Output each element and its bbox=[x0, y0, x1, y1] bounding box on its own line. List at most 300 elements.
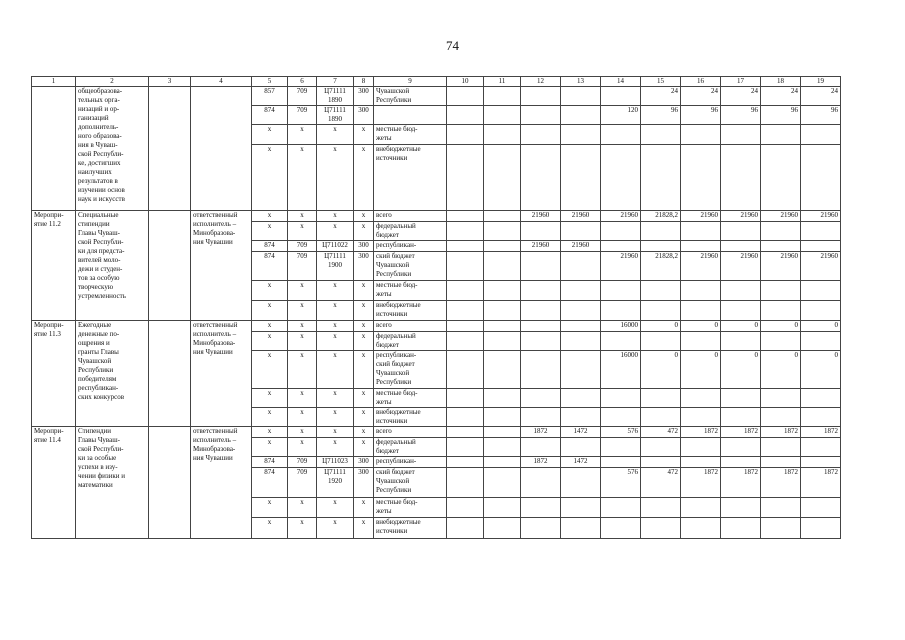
cell-c7: Ц71111 1890 bbox=[317, 87, 354, 106]
cell-c13 bbox=[561, 468, 601, 498]
cell-c7: x bbox=[317, 332, 354, 351]
cell-c11 bbox=[484, 427, 521, 438]
cell-c17: 24 bbox=[721, 87, 761, 106]
cell-c8: x bbox=[354, 332, 374, 351]
column-header: 3 bbox=[149, 77, 191, 87]
cell-c11 bbox=[484, 241, 521, 252]
cell-c11 bbox=[484, 408, 521, 427]
cell-c7: x bbox=[317, 408, 354, 427]
col3-cell bbox=[149, 87, 191, 211]
cell-c12: 21960 bbox=[521, 211, 561, 222]
cell-c5: x bbox=[252, 427, 288, 438]
cell-c7: x bbox=[317, 222, 354, 241]
cell-c16 bbox=[681, 389, 721, 408]
cell-c7: x bbox=[317, 321, 354, 332]
cell-c18 bbox=[761, 332, 801, 351]
cell-c9: внебюджетные источники bbox=[374, 518, 447, 539]
cell-c7: x bbox=[317, 145, 354, 211]
cell-c9: местные бюд- жеты bbox=[374, 281, 447, 301]
cell-c19 bbox=[801, 332, 841, 351]
cell-c5: x bbox=[252, 518, 288, 539]
cell-c17: 1872 bbox=[721, 468, 761, 498]
cell-c9: республикан- bbox=[374, 457, 447, 468]
cell-c8: x bbox=[354, 518, 374, 539]
executor-cell bbox=[191, 87, 252, 211]
cell-c6: x bbox=[288, 222, 317, 241]
cell-c11 bbox=[484, 518, 521, 539]
cell-c13 bbox=[561, 222, 601, 241]
cell-c7: x bbox=[317, 301, 354, 321]
cell-c6: 709 bbox=[288, 87, 317, 106]
cell-c8: x bbox=[354, 211, 374, 222]
cell-c10 bbox=[447, 211, 484, 222]
cell-c19 bbox=[801, 408, 841, 427]
column-header: 5 bbox=[252, 77, 288, 87]
cell-c10 bbox=[447, 222, 484, 241]
cell-c18: 96 bbox=[761, 106, 801, 125]
cell-c8: x bbox=[354, 427, 374, 438]
cell-c6: x bbox=[288, 211, 317, 222]
cell-c18 bbox=[761, 145, 801, 211]
cell-c15 bbox=[641, 301, 681, 321]
cell-c8: x bbox=[354, 281, 374, 301]
cell-c5: x bbox=[252, 301, 288, 321]
cell-c13 bbox=[561, 332, 601, 351]
cell-c12 bbox=[521, 106, 561, 125]
executor-cell: ответственный исполнитель – Минобразова- ния Чувашии bbox=[191, 321, 252, 427]
cell-c5: x bbox=[252, 321, 288, 332]
cell-c8: 300 bbox=[354, 87, 374, 106]
cell-c18 bbox=[761, 222, 801, 241]
cell-c7: Ц71111 1920 bbox=[317, 468, 354, 498]
cell-c6: x bbox=[288, 427, 317, 438]
cell-c12: 21960 bbox=[521, 241, 561, 252]
cell-c12 bbox=[521, 252, 561, 281]
cell-c8: x bbox=[354, 351, 374, 389]
cell-c12 bbox=[521, 87, 561, 106]
cell-c10 bbox=[447, 389, 484, 408]
cell-c19 bbox=[801, 518, 841, 539]
cell-c11 bbox=[484, 87, 521, 106]
column-header: 4 bbox=[191, 77, 252, 87]
cell-c10 bbox=[447, 332, 484, 351]
cell-c9: местные бюд- жеты bbox=[374, 498, 447, 518]
cell-c12 bbox=[521, 332, 561, 351]
cell-c5: x bbox=[252, 145, 288, 211]
cell-c8: x bbox=[354, 389, 374, 408]
cell-c8: 300 bbox=[354, 106, 374, 125]
cell-c6: x bbox=[288, 332, 317, 351]
cell-c5: 874 bbox=[252, 457, 288, 468]
cell-c16 bbox=[681, 301, 721, 321]
cell-c11 bbox=[484, 222, 521, 241]
cell-c19: 21960 bbox=[801, 211, 841, 222]
cell-c17: 0 bbox=[721, 321, 761, 332]
cell-c7: Ц71111 1890 bbox=[317, 106, 354, 125]
cell-c15 bbox=[641, 457, 681, 468]
cell-c15 bbox=[641, 498, 681, 518]
cell-c14 bbox=[601, 222, 641, 241]
cell-c16: 21960 bbox=[681, 252, 721, 281]
cell-c10 bbox=[447, 518, 484, 539]
cell-c11 bbox=[484, 281, 521, 301]
cell-c10 bbox=[447, 145, 484, 211]
cell-c17 bbox=[721, 498, 761, 518]
cell-c10 bbox=[447, 106, 484, 125]
cell-c5: x bbox=[252, 222, 288, 241]
cell-c6: x bbox=[288, 518, 317, 539]
cell-c18: 0 bbox=[761, 351, 801, 389]
cell-c16 bbox=[681, 222, 721, 241]
cell-c10 bbox=[447, 281, 484, 301]
cell-c5: x bbox=[252, 125, 288, 145]
cell-c17 bbox=[721, 301, 761, 321]
cell-c6: x bbox=[288, 145, 317, 211]
cell-c15 bbox=[641, 408, 681, 427]
cell-c11 bbox=[484, 145, 521, 211]
cell-c10 bbox=[447, 351, 484, 389]
cell-c9: Чувашской Республики bbox=[374, 87, 447, 106]
measure-label: Меропри- ятие 11.4 bbox=[32, 427, 76, 539]
cell-c15 bbox=[641, 389, 681, 408]
cell-c16: 1872 bbox=[681, 468, 721, 498]
cell-c9: федеральный бюджет bbox=[374, 438, 447, 457]
cell-c13 bbox=[561, 301, 601, 321]
cell-c18 bbox=[761, 389, 801, 408]
column-header: 8 bbox=[354, 77, 374, 87]
cell-c13 bbox=[561, 389, 601, 408]
column-header: 7 bbox=[317, 77, 354, 87]
cell-c15: 21828,2 bbox=[641, 211, 681, 222]
cell-c15: 0 bbox=[641, 321, 681, 332]
cell-c8: x bbox=[354, 438, 374, 457]
cell-c7: x bbox=[317, 438, 354, 457]
cell-c10 bbox=[447, 301, 484, 321]
cell-c7: Ц711023 bbox=[317, 457, 354, 468]
cell-c13 bbox=[561, 145, 601, 211]
cell-c15: 24 bbox=[641, 87, 681, 106]
cell-c11 bbox=[484, 468, 521, 498]
cell-c10 bbox=[447, 408, 484, 427]
cell-c9 bbox=[374, 106, 447, 125]
cell-c10 bbox=[447, 438, 484, 457]
column-header: 13 bbox=[561, 77, 601, 87]
cell-c17 bbox=[721, 332, 761, 351]
cell-c14: 120 bbox=[601, 106, 641, 125]
cell-c13 bbox=[561, 252, 601, 281]
cell-c5: x bbox=[252, 389, 288, 408]
measure-label: Меропри- ятие 11.2 bbox=[32, 211, 76, 321]
cell-c15 bbox=[641, 145, 681, 211]
cell-c14 bbox=[601, 389, 641, 408]
cell-c13 bbox=[561, 438, 601, 457]
cell-c11 bbox=[484, 438, 521, 457]
cell-c11 bbox=[484, 252, 521, 281]
cell-c14 bbox=[601, 438, 641, 457]
column-header: 10 bbox=[447, 77, 484, 87]
cell-c7: x bbox=[317, 518, 354, 539]
col3-cell bbox=[149, 321, 191, 427]
cell-c16: 1872 bbox=[681, 427, 721, 438]
cell-c19 bbox=[801, 389, 841, 408]
cell-c15: 472 bbox=[641, 468, 681, 498]
executor-cell: ответственный исполнитель – Минобразова- ния Чувашии bbox=[191, 211, 252, 321]
cell-c7: x bbox=[317, 281, 354, 301]
cell-c10 bbox=[447, 468, 484, 498]
cell-c16 bbox=[681, 125, 721, 145]
cell-c15 bbox=[641, 281, 681, 301]
cell-c10 bbox=[447, 241, 484, 252]
column-header: 6 bbox=[288, 77, 317, 87]
cell-c7: x bbox=[317, 351, 354, 389]
cell-c19 bbox=[801, 301, 841, 321]
cell-c6: 709 bbox=[288, 252, 317, 281]
cell-c12 bbox=[521, 468, 561, 498]
cell-c18: 1872 bbox=[761, 468, 801, 498]
cell-c7: Ц71111 1900 bbox=[317, 252, 354, 281]
cell-c12 bbox=[521, 281, 561, 301]
cell-c18 bbox=[761, 241, 801, 252]
cell-c11 bbox=[484, 332, 521, 351]
cell-c10 bbox=[447, 87, 484, 106]
cell-c5: x bbox=[252, 498, 288, 518]
cell-c11 bbox=[484, 321, 521, 332]
cell-c10 bbox=[447, 321, 484, 332]
cell-c12 bbox=[521, 301, 561, 321]
cell-c9: федеральный бюджет bbox=[374, 332, 447, 351]
cell-c9: республикан- ский бюджет Чувашской Республики bbox=[374, 351, 447, 389]
cell-c15 bbox=[641, 125, 681, 145]
cell-c19: 0 bbox=[801, 351, 841, 389]
cell-c8: x bbox=[354, 222, 374, 241]
cell-c9: местные бюд- жеты bbox=[374, 389, 447, 408]
column-header: 9 bbox=[374, 77, 447, 87]
page-number: 74 bbox=[446, 38, 459, 53]
cell-c19 bbox=[801, 438, 841, 457]
cell-c18 bbox=[761, 125, 801, 145]
cell-c11 bbox=[484, 211, 521, 222]
measure-name: Ежегодные денежные по- ощрения и гранты Главы Чувашской Республики победителям республикан- ских конкурсов bbox=[76, 321, 149, 427]
cell-c15: 21828,2 bbox=[641, 252, 681, 281]
column-header: 16 bbox=[681, 77, 721, 87]
cell-c14 bbox=[601, 518, 641, 539]
cell-c17: 21960 bbox=[721, 252, 761, 281]
cell-c16 bbox=[681, 332, 721, 351]
cell-c6: 709 bbox=[288, 468, 317, 498]
cell-c13 bbox=[561, 518, 601, 539]
cell-c11 bbox=[484, 351, 521, 389]
column-header: 11 bbox=[484, 77, 521, 87]
cell-c18 bbox=[761, 457, 801, 468]
cell-c8: 300 bbox=[354, 468, 374, 498]
cell-c6: x bbox=[288, 408, 317, 427]
cell-c15 bbox=[641, 438, 681, 457]
cell-c15: 0 bbox=[641, 351, 681, 389]
cell-c16: 21960 bbox=[681, 211, 721, 222]
cell-c11 bbox=[484, 125, 521, 145]
cell-c5: x bbox=[252, 281, 288, 301]
column-header: 19 bbox=[801, 77, 841, 87]
cell-c13: 21960 bbox=[561, 241, 601, 252]
cell-c13 bbox=[561, 321, 601, 332]
cell-c9: всего bbox=[374, 211, 447, 222]
cell-c11 bbox=[484, 498, 521, 518]
cell-c16 bbox=[681, 438, 721, 457]
cell-c19 bbox=[801, 457, 841, 468]
table-row bbox=[32, 321, 841, 332]
cell-c14 bbox=[601, 408, 641, 427]
cell-c5: x bbox=[252, 438, 288, 457]
cell-c8: x bbox=[354, 145, 374, 211]
cell-c17: 0 bbox=[721, 351, 761, 389]
cell-c14: 576 bbox=[601, 468, 641, 498]
cell-c9: внебюджетные источники bbox=[374, 408, 447, 427]
cell-c18: 1872 bbox=[761, 427, 801, 438]
cell-c18 bbox=[761, 518, 801, 539]
cell-c13: 1472 bbox=[561, 457, 601, 468]
cell-c19: 0 bbox=[801, 321, 841, 332]
cell-c7: Ц711022 bbox=[317, 241, 354, 252]
cell-c18: 21960 bbox=[761, 252, 801, 281]
cell-c12 bbox=[521, 438, 561, 457]
measure-label bbox=[32, 87, 76, 211]
cell-c19 bbox=[801, 498, 841, 518]
cell-c6: 709 bbox=[288, 241, 317, 252]
cell-c9: республикан- bbox=[374, 241, 447, 252]
cell-c17 bbox=[721, 281, 761, 301]
cell-c9: ский бюджет Чувашской Республики bbox=[374, 252, 447, 281]
header-row bbox=[32, 77, 841, 87]
cell-c6: x bbox=[288, 438, 317, 457]
cell-c14: 21960 bbox=[601, 211, 641, 222]
cell-c17: 1872 bbox=[721, 427, 761, 438]
cell-c17 bbox=[721, 518, 761, 539]
cell-c16 bbox=[681, 518, 721, 539]
cell-c18 bbox=[761, 408, 801, 427]
measure-name: общеобразова- тельных орга- низаций и ор- ганизаций дополнитель- ного образова- ния в Чуваш- ской Республи- ке, достигших наилучших результатов в изучении основ наук и искусств bbox=[76, 87, 149, 211]
cell-c7: x bbox=[317, 389, 354, 408]
cell-c19 bbox=[801, 241, 841, 252]
cell-c7: x bbox=[317, 498, 354, 518]
cell-c13 bbox=[561, 106, 601, 125]
cell-c5: 874 bbox=[252, 252, 288, 281]
measure-name: Стипендии Главы Чуваш- ской Республи- ки за особые успехи в изу- чении физики и математики bbox=[76, 427, 149, 539]
cell-c5: x bbox=[252, 351, 288, 389]
cell-c13 bbox=[561, 351, 601, 389]
cell-c6: 709 bbox=[288, 106, 317, 125]
cell-c19 bbox=[801, 281, 841, 301]
cell-c13 bbox=[561, 281, 601, 301]
cell-c6: 709 bbox=[288, 457, 317, 468]
cell-c9: внебюджетные источники bbox=[374, 145, 447, 211]
cell-c7: x bbox=[317, 427, 354, 438]
cell-c12 bbox=[521, 321, 561, 332]
measure-label: Меропри- ятие 11.3 bbox=[32, 321, 76, 427]
cell-c6: x bbox=[288, 351, 317, 389]
cell-c5: 874 bbox=[252, 241, 288, 252]
cell-c6: x bbox=[288, 498, 317, 518]
cell-c11 bbox=[484, 457, 521, 468]
cell-c14: 16000 bbox=[601, 351, 641, 389]
executor-cell: ответственный исполнитель – Минобразова- ния Чувашии bbox=[191, 427, 252, 539]
cell-c14: 16000 bbox=[601, 321, 641, 332]
cell-c17: 96 bbox=[721, 106, 761, 125]
cell-c14 bbox=[601, 332, 641, 351]
cell-c19 bbox=[801, 222, 841, 241]
cell-c19: 24 bbox=[801, 87, 841, 106]
cell-c16 bbox=[681, 457, 721, 468]
cell-c8: x bbox=[354, 408, 374, 427]
cell-c11 bbox=[484, 389, 521, 408]
cell-c17 bbox=[721, 389, 761, 408]
cell-c8: x bbox=[354, 125, 374, 145]
cell-c9: всего bbox=[374, 321, 447, 332]
cell-c17 bbox=[721, 408, 761, 427]
cell-c16 bbox=[681, 408, 721, 427]
cell-c7: x bbox=[317, 211, 354, 222]
cell-c18: 0 bbox=[761, 321, 801, 332]
cell-c16: 0 bbox=[681, 351, 721, 389]
cell-c5: 857 bbox=[252, 87, 288, 106]
cell-c17 bbox=[721, 457, 761, 468]
cell-c6: x bbox=[288, 389, 317, 408]
table-row bbox=[32, 211, 841, 222]
cell-c12: 1872 bbox=[521, 457, 561, 468]
cell-c15: 96 bbox=[641, 106, 681, 125]
cell-c6: x bbox=[288, 321, 317, 332]
cell-c14 bbox=[601, 301, 641, 321]
cell-c9: внебюджетные источники bbox=[374, 301, 447, 321]
cell-c19 bbox=[801, 145, 841, 211]
cell-c11 bbox=[484, 301, 521, 321]
measure-name: Специальные стипендии Главы Чуваш- ской Республи- ки для предста- вителей моло- дежи и студен- тов за особую творческую устремленность bbox=[76, 211, 149, 321]
cell-c17: 21960 bbox=[721, 211, 761, 222]
cell-c13 bbox=[561, 408, 601, 427]
cell-c16 bbox=[681, 281, 721, 301]
column-header: 12 bbox=[521, 77, 561, 87]
column-header: 2 bbox=[76, 77, 149, 87]
cell-c15 bbox=[641, 241, 681, 252]
cell-c13: 1472 bbox=[561, 427, 601, 438]
cell-c19: 1872 bbox=[801, 427, 841, 438]
cell-c16: 96 bbox=[681, 106, 721, 125]
cell-c5: x bbox=[252, 408, 288, 427]
cell-c16 bbox=[681, 498, 721, 518]
cell-c17 bbox=[721, 241, 761, 252]
cell-c8: x bbox=[354, 498, 374, 518]
col3-cell bbox=[149, 427, 191, 539]
cell-c16: 0 bbox=[681, 321, 721, 332]
col3-cell bbox=[149, 211, 191, 321]
budget-table bbox=[31, 76, 841, 539]
cell-c11 bbox=[484, 106, 521, 125]
cell-c16: 24 bbox=[681, 87, 721, 106]
cell-c18 bbox=[761, 281, 801, 301]
cell-c5: 874 bbox=[252, 468, 288, 498]
cell-c17 bbox=[721, 438, 761, 457]
cell-c14 bbox=[601, 87, 641, 106]
column-header: 17 bbox=[721, 77, 761, 87]
cell-c15 bbox=[641, 332, 681, 351]
column-header: 14 bbox=[601, 77, 641, 87]
cell-c18 bbox=[761, 438, 801, 457]
cell-c15 bbox=[641, 222, 681, 241]
cell-c9: федеральный бюджет bbox=[374, 222, 447, 241]
cell-c8: 300 bbox=[354, 241, 374, 252]
cell-c8: 300 bbox=[354, 252, 374, 281]
cell-c14 bbox=[601, 281, 641, 301]
cell-c7: x bbox=[317, 125, 354, 145]
